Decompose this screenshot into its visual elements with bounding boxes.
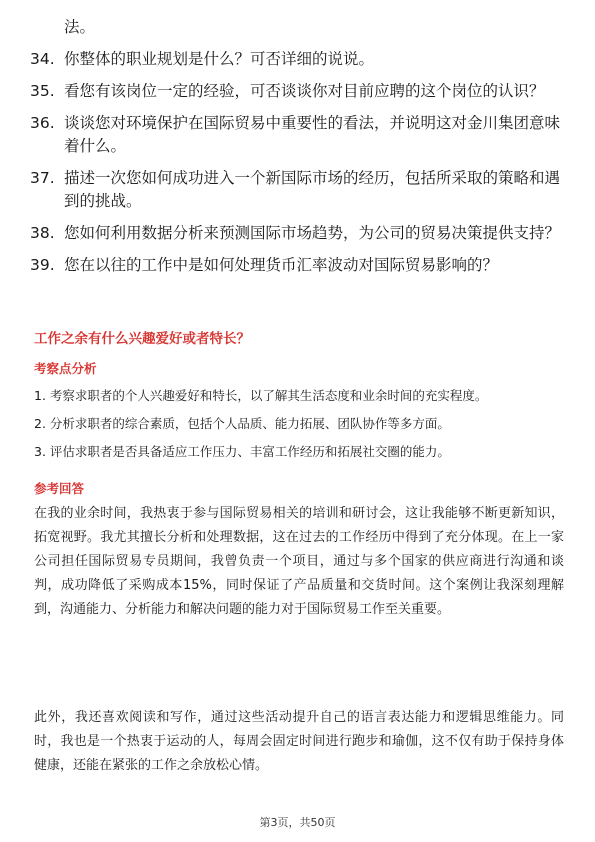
- analysis-point: 2. 分析求职者的综合素质，包括个人品质、能力拓展、团队协作等多方面。: [34, 416, 450, 431]
- question-continuation: [30, 16, 570, 39]
- analysis-point: 1. 考察求职者的个人兴趣爱好和特长，以了解其生活态度和业余时间的充实程度。: [34, 388, 488, 403]
- question-number: 39.: [30, 256, 55, 274]
- question-text: 您在以往的工作中是如何处理货币汇率波动对国际贸易影响的？: [64, 256, 499, 274]
- question-text: 看您有该岗位一定的经验，可否谈谈你对目前应聘的这个岗位的认识？: [64, 82, 545, 100]
- question-item: [30, 254, 570, 277]
- question-number: 34.: [30, 50, 55, 68]
- question-text: 法。: [64, 18, 96, 36]
- question-text: 描述一次您如何成功进入一个新国际市场的经历，包括所采取的策略和遇到的挑战。: [64, 169, 561, 210]
- answer-paragraph: 此外，我还喜欢阅读和写作，通过这些活动提升自己的语言表达能力和逻辑思维能力。同时，我也是一个热衷于运动的人，每周会固定时间进行跑步和瑜伽，这不仅有助于保持身体健康，还能在紧张的工作之余放松心情。: [34, 710, 564, 773]
- question-item: [30, 167, 570, 213]
- page-footer: 第3页，共50页: [259, 816, 336, 829]
- question-item: [30, 80, 570, 103]
- question-number: 38.: [30, 224, 55, 242]
- question-item: [30, 112, 570, 158]
- question-item: [30, 48, 570, 71]
- question-number: 36.: [30, 114, 55, 132]
- answer-paragraph: 在我的业余时间，我热衷于参与国际贸易相关的培训和研讨会，这让我能够不断更新知识，拓宽视野。我尤其擅长分析和处理数据，这在过去的工作经历中得到了充分体现。在上一家公司担任国际贸易专员期间，我曾负责一个项目，通过与多个国家的供应商进行沟通和谈判，成功降低了采购成本15%，同时保证了产品质量和交货时间。这个案例让我深刻理解到，沟通能力、分析能力和解决问题的能力对于国际贸易工作至关重要。: [34, 506, 564, 617]
- section-title: 工作之余有什么兴趣爱好或者特长？: [34, 331, 250, 347]
- question-list: [30, 16, 570, 277]
- question-item: [30, 222, 570, 245]
- answer-title: 参考回答: [34, 481, 85, 496]
- question-text: 您如何利用数据分析来预测国际市场趋势，为公司的贸易决策提供支持？: [64, 224, 561, 242]
- question-number: 35.: [30, 82, 55, 100]
- question-text: 你整体的职业规划是什么？可否详细的说说。: [64, 50, 375, 68]
- analysis-point: 3. 评估求职者是否具备适应工作压力、丰富工作经历和拓展社交圈的能力。: [34, 444, 450, 459]
- question-text: 谈谈您对环境保护在国际贸易中重要性的看法，并说明这对金川集团意味着什么。: [64, 114, 561, 155]
- analysis-title: 考察点分析: [34, 361, 97, 376]
- question-number: 37.: [30, 169, 55, 187]
